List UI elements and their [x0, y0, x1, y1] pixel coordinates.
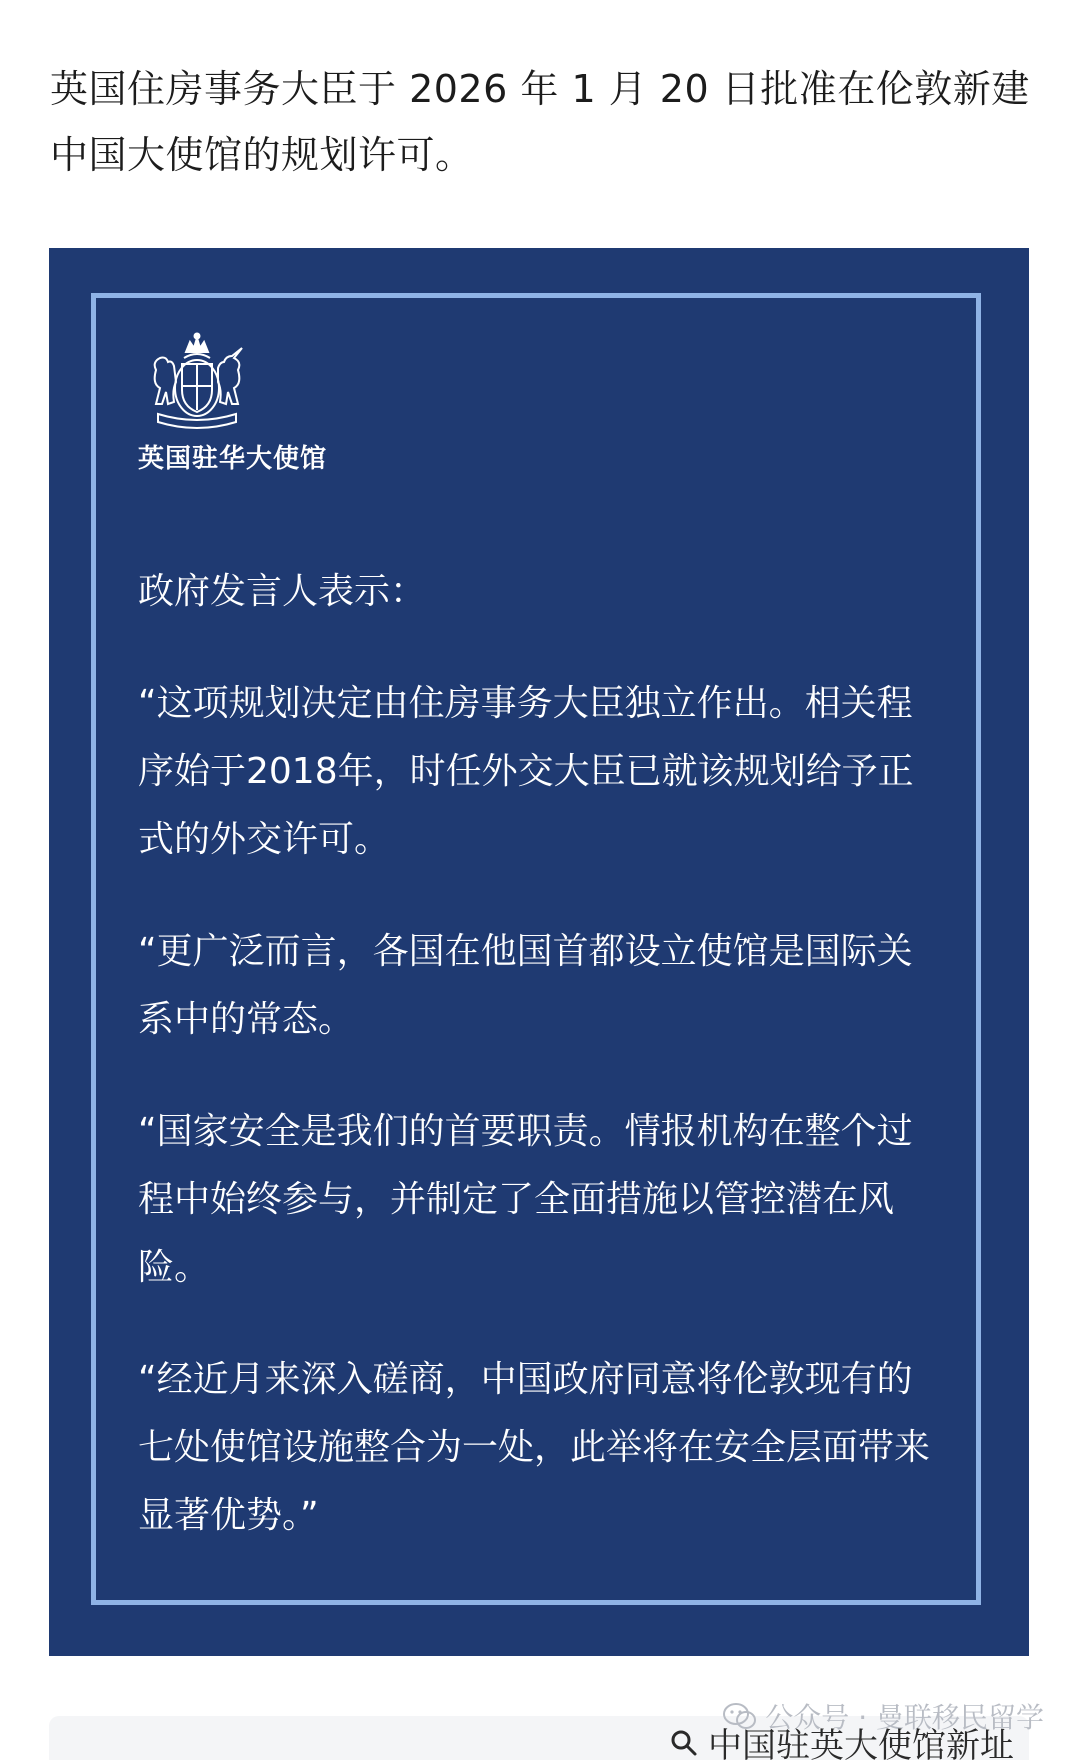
statement-paragraph: “这项规划决定由住房事务大臣独立作出。相关程序始于2018年，时任外交大臣已就该规划给予正式的外交许可。	[138, 683, 914, 860]
statement-body	[138, 558, 948, 1594]
statement-frame	[91, 293, 981, 1605]
royal-crest-icon	[138, 330, 256, 434]
search-text: 中国驻英大使馆新址	[708, 1726, 1014, 1760]
statement-paragraph: “经近月来深入磋商，中国政府同意将伦敦现有的七处使馆设施整合为一处，此举将在安全层面带来显著优势。”	[138, 1359, 931, 1536]
statement-image	[49, 248, 1029, 1656]
statement-paragraph: “国家安全是我们的首要职责。情报机构在整个过程中始终参与，并制定了全面措施以管控潜在风险。	[138, 1111, 913, 1288]
search-icon	[670, 1729, 698, 1757]
embassy-name: 英国驻华大使馆	[138, 444, 328, 474]
related-search-link[interactable]	[670, 1718, 1014, 1760]
watermark-text: 公众号 · 曼联移民留学	[765, 1701, 1044, 1734]
statement-paragraph: 政府发言人表示：	[138, 571, 427, 612]
intro-text: 英国住房事务大臣于 2026 年 1 月 20 日批准在伦敦新建中国大使馆的规划许可。	[50, 67, 1030, 177]
statement-paragraph: “更广泛而言，各国在他国首都设立使馆是国际关系中的常态。	[138, 931, 913, 1040]
